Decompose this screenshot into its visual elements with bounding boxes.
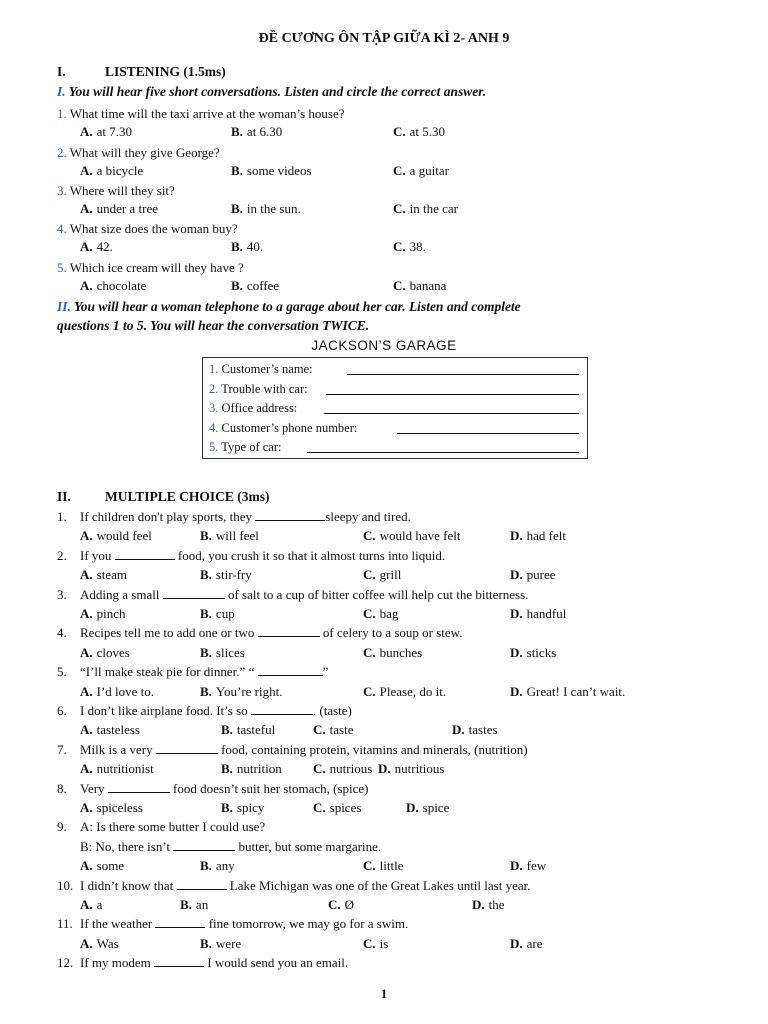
question-text: Which ice cream will they have ? — [69, 260, 244, 275]
question-number: 1. — [57, 106, 67, 121]
mc-question — [57, 703, 352, 719]
question-number: 11. — [57, 916, 73, 932]
option-letter: B. — [231, 239, 243, 254]
option-text: bag — [379, 606, 399, 621]
option-text: puree — [526, 567, 556, 583]
option-letter: B. — [231, 278, 243, 293]
option-letter: C. — [363, 683, 376, 699]
part2-instruction-line2: questions 1 to 5. You will hear the conversation TWICE. — [57, 318, 370, 333]
answer-blank[interactable] — [115, 548, 175, 560]
option-letter: C. — [363, 935, 376, 951]
option-text: banana — [409, 278, 447, 293]
option-letter: C. — [393, 239, 406, 254]
answer-option[interactable] — [80, 201, 158, 217]
answer-option[interactable] — [200, 858, 235, 874]
question-text: “I’ll make steak pie for dinner.” “ — [80, 664, 258, 680]
option-text: pinch — [96, 606, 126, 621]
option-text: at 6.30 — [246, 124, 283, 139]
mc-question — [57, 625, 462, 641]
option-letter: A. — [80, 278, 93, 293]
answer-blank[interactable] — [258, 625, 320, 637]
option-letter: D. — [510, 935, 523, 951]
question-text: B: No, there isn’t — [80, 838, 174, 854]
answer-option[interactable] — [80, 858, 124, 874]
answer-option[interactable] — [80, 761, 154, 777]
option-letter: A. — [80, 163, 93, 178]
answer-option[interactable] — [80, 645, 130, 661]
mc-question — [57, 664, 328, 680]
question-text: If the weather — [80, 916, 156, 932]
part2-instruction-line1: II. You will hear a woman telephone to a garage about her car. Listen and complete — [57, 299, 521, 314]
option-letter: B. — [231, 163, 243, 178]
question-text: If children don't play sports, they — [80, 509, 256, 524]
option-letter: C. — [328, 897, 341, 912]
option-letter: D. — [510, 567, 523, 583]
answer-option[interactable] — [393, 163, 449, 179]
question-text: If my modem — [80, 955, 155, 971]
option-text: spice — [422, 800, 450, 815]
option-text: Great! I can’t wait. — [526, 683, 626, 699]
answer-option[interactable] — [378, 761, 444, 777]
option-letter: A. — [80, 201, 93, 216]
answer-blank[interactable] — [255, 509, 325, 521]
form-row — [209, 401, 297, 416]
answer-option[interactable] — [510, 606, 566, 622]
option-text: few — [526, 858, 547, 874]
option-letter: C. — [313, 800, 326, 815]
answer-option[interactable] — [80, 684, 154, 700]
option-letter: C. — [363, 528, 376, 544]
question-number: 9. — [57, 819, 67, 835]
form-item-number: 2. — [209, 381, 219, 396]
option-text: any — [215, 858, 235, 874]
question-text: I didn’t know that — [80, 877, 177, 893]
option-letter: C. — [363, 606, 376, 621]
answer-blank[interactable] — [108, 781, 170, 793]
option-text: spiceless — [96, 800, 143, 815]
mc-question — [57, 781, 369, 797]
question-number: 2. — [57, 145, 67, 160]
answer-option[interactable] — [80, 936, 119, 952]
question-number: 2. — [57, 547, 67, 563]
mc-question-line2 — [57, 839, 381, 855]
question-text: What will they give George? — [69, 145, 220, 160]
option-text: nutritious — [394, 761, 445, 777]
option-letter: C. — [393, 163, 406, 178]
question-number: 3. — [57, 183, 67, 198]
question-number: 5. — [57, 664, 67, 680]
option-letter: B. — [200, 858, 212, 874]
page-title: ĐỀ CƯƠNG ÔN TẬP GIỮA KÌ 2- ANH 9 — [258, 31, 510, 46]
answer-option[interactable] — [231, 239, 263, 255]
answer-option[interactable] — [510, 528, 566, 544]
option-text: steam — [96, 567, 127, 583]
form-item-number: 5. — [209, 440, 219, 454]
question-text: Milk is a very — [80, 741, 156, 757]
option-text: are — [526, 935, 543, 951]
option-letter: A. — [80, 683, 93, 699]
answer-option[interactable] — [200, 606, 235, 622]
question-text: Adding a small — [80, 586, 163, 602]
answer-option[interactable] — [510, 645, 556, 661]
option-letter: D. — [472, 897, 485, 912]
answer-blank[interactable] — [173, 839, 235, 851]
option-letter: A. — [80, 528, 93, 544]
listening-question — [57, 260, 244, 276]
option-letter: A. — [80, 567, 93, 583]
listening-question — [57, 183, 175, 199]
mc-question — [57, 878, 530, 894]
question-number: 1. — [57, 509, 67, 524]
option-text: little — [379, 858, 404, 874]
answer-option[interactable] — [393, 278, 446, 294]
question-number: 12. — [57, 955, 74, 971]
answer-option[interactable] — [363, 528, 461, 544]
option-text: sticks — [526, 644, 557, 660]
option-letter: A. — [80, 644, 93, 660]
option-text: tasteless — [96, 722, 140, 738]
option-letter: C. — [363, 858, 376, 874]
answer-option[interactable] — [510, 567, 556, 583]
answer-blank[interactable] — [258, 664, 323, 676]
option-letter: C. — [393, 278, 406, 293]
option-letter: B. — [231, 124, 243, 139]
answer-option[interactable] — [393, 239, 426, 255]
option-letter: B. — [180, 897, 192, 912]
option-letter: A. — [80, 761, 93, 777]
option-text: in the car — [409, 201, 459, 216]
option-letter: B. — [200, 683, 212, 699]
option-text: had felt — [526, 528, 566, 544]
option-text: some videos — [246, 163, 312, 178]
option-text: some — [96, 858, 125, 874]
listening-question — [57, 106, 345, 122]
question-text: A: Is there some butter I could use? — [80, 819, 266, 835]
option-letter: D. — [510, 858, 523, 874]
option-letter: C. — [363, 567, 376, 583]
option-text: slices — [215, 644, 245, 660]
answer-option[interactable] — [363, 645, 422, 661]
option-text: 42. — [96, 239, 113, 254]
answer-option[interactable] — [80, 239, 113, 255]
question-number: 4. — [57, 221, 67, 236]
option-text: would have felt — [379, 528, 461, 544]
form-label: Office address: — [221, 401, 298, 415]
option-letter: D. — [452, 722, 465, 738]
form-label: Trouble with car: — [221, 381, 308, 396]
form-item-number: 3. — [209, 401, 219, 415]
option-text: a guitar — [409, 163, 449, 178]
question-text: Lake Michigan was one of the Great Lakes until last year. — [226, 877, 531, 893]
answer-blank[interactable] — [163, 587, 225, 599]
option-letter: A. — [80, 239, 93, 254]
answer-blank[interactable] — [154, 955, 204, 967]
option-text: at 5.30 — [409, 124, 446, 139]
option-text: in the sun. — [246, 201, 301, 216]
answer-option[interactable] — [200, 936, 241, 952]
answer-option[interactable] — [393, 124, 445, 140]
option-letter: D. — [510, 644, 523, 660]
option-text: an — [195, 897, 209, 912]
answer-option[interactable] — [313, 800, 361, 816]
option-text: Was — [96, 935, 119, 951]
answer-option[interactable] — [363, 684, 446, 700]
garage-form-box — [202, 357, 588, 459]
mc-question — [57, 587, 528, 603]
option-letter: B. — [200, 644, 212, 660]
answer-option[interactable] — [80, 897, 102, 913]
question-number: 7. — [57, 741, 67, 757]
mc-question — [57, 955, 348, 971]
option-text: tasteful — [236, 722, 276, 738]
answer-blank[interactable] — [177, 878, 227, 890]
form-answer-line[interactable] — [326, 394, 579, 395]
answer-option[interactable] — [393, 201, 458, 217]
question-text: I would send you an email. — [204, 955, 349, 971]
question-text: Recipes tell me to add one or two — [80, 625, 258, 641]
answer-option[interactable] — [221, 761, 282, 777]
question-text: ” — [322, 664, 329, 680]
form-answer-line[interactable] — [397, 433, 579, 434]
question-text: Where will they sit? — [69, 183, 175, 198]
answer-option[interactable] — [200, 528, 259, 544]
question-text: I don’t like airplane food. It’s so — [80, 703, 251, 718]
mc-question — [57, 742, 528, 758]
form-answer-line[interactable] — [307, 452, 579, 453]
mc-question — [57, 509, 411, 525]
option-text: would feel — [96, 528, 152, 544]
question-text: of celery to a soup or stew. — [319, 625, 463, 641]
option-text: coffee — [246, 278, 280, 293]
answer-option[interactable] — [221, 722, 275, 738]
mc-question — [57, 548, 445, 564]
section-listening-heading: I. LISTENING (1.5ms) — [57, 64, 226, 79]
form-item-number: 4. — [209, 420, 219, 435]
option-text: at 7.30 — [96, 124, 133, 139]
question-number: 3. — [57, 586, 67, 602]
answer-option[interactable] — [80, 163, 143, 179]
option-letter: B. — [221, 800, 233, 815]
option-text: Ø — [344, 897, 355, 912]
option-text: cup — [215, 606, 235, 621]
form-row — [209, 382, 308, 397]
question-text: If you — [80, 547, 115, 563]
option-text: chocolate — [96, 278, 147, 293]
answer-option[interactable] — [452, 722, 498, 738]
option-letter: C. — [363, 644, 376, 660]
option-text: stir-fry — [215, 567, 252, 583]
option-letter: B. — [200, 935, 212, 951]
question-number: 10. — [57, 877, 74, 893]
answer-option[interactable] — [363, 567, 401, 583]
option-text: cloves — [96, 644, 130, 660]
question-text: butter, but some margarine. — [235, 838, 382, 854]
option-letter: A. — [80, 124, 93, 139]
option-letter: C. — [393, 124, 406, 139]
question-text: food, containing protein, vitamins and minerals, (nutrition) — [217, 741, 528, 757]
form-row — [209, 421, 357, 436]
answer-blank[interactable] — [156, 742, 218, 754]
answer-option[interactable] — [406, 800, 449, 816]
option-letter: B. — [200, 528, 212, 544]
answer-option[interactable] — [363, 606, 398, 622]
answer-option[interactable] — [328, 897, 354, 913]
option-text: I’d love to. — [96, 683, 155, 699]
option-letter: A. — [80, 858, 93, 874]
option-letter: A. — [80, 800, 93, 815]
question-text: fine tomorrow, we may go for a swim. — [205, 916, 409, 932]
option-text: nutrition — [236, 761, 282, 777]
answer-option[interactable] — [363, 936, 388, 952]
answer-option[interactable] — [200, 645, 245, 661]
question-text: Very — [80, 780, 108, 796]
form-answer-line[interactable] — [347, 374, 579, 375]
listening-question — [57, 221, 238, 237]
answer-option[interactable] — [510, 936, 543, 952]
answer-blank[interactable] — [155, 916, 205, 928]
garage-title: JACKSON’S GARAGE — [311, 338, 457, 353]
answer-option[interactable] — [80, 567, 127, 583]
option-letter: B. — [231, 201, 243, 216]
option-letter: C. — [313, 761, 326, 777]
option-letter: B. — [221, 761, 233, 777]
part1-instruction: I. You will hear five short conversations. Listen and circle the correct answer. — [57, 84, 487, 99]
option-letter: A. — [80, 722, 93, 738]
question-text: . (taste) — [312, 703, 352, 718]
form-label: Customer’s name: — [221, 362, 313, 376]
option-letter: B. — [200, 567, 212, 583]
answer-option[interactable] — [231, 124, 282, 140]
question-text: of salt to a cup of bitter coffee will help cut the bitterness. — [224, 586, 529, 602]
option-letter: A. — [80, 606, 93, 621]
option-text: is — [379, 935, 389, 951]
question-number: 6. — [57, 703, 67, 718]
option-text: nutrious — [329, 761, 373, 777]
answer-blank[interactable] — [251, 703, 313, 715]
form-label: Customer’s phone number: — [221, 420, 358, 435]
form-label: Type of car: — [221, 440, 282, 454]
answer-option[interactable] — [80, 722, 140, 738]
form-row — [209, 362, 313, 377]
answer-option[interactable] — [200, 567, 252, 583]
option-text: 40. — [246, 239, 264, 254]
option-text: under a tree — [96, 201, 158, 216]
page-number: 1 — [380, 986, 388, 1001]
section-mc-heading: II. MULTIPLE CHOICE (3ms) — [57, 489, 270, 504]
option-text: tastes — [468, 722, 498, 738]
answer-option[interactable] — [313, 722, 353, 738]
mc-question — [57, 916, 408, 932]
form-item-number: 1. — [209, 362, 219, 376]
option-text: spices — [329, 800, 362, 815]
answer-option[interactable] — [231, 163, 312, 179]
option-text: a bicycle — [96, 163, 144, 178]
option-letter: D. — [510, 683, 523, 699]
option-text: bunches — [379, 644, 423, 660]
answer-option[interactable] — [313, 761, 372, 777]
question-text: food doesn’t suit her stomach, (spice) — [169, 780, 369, 796]
option-letter: B. — [200, 606, 212, 621]
answer-option[interactable] — [510, 858, 546, 874]
option-text: 38. — [409, 239, 426, 254]
question-text: food, you crush it so that it almost turns into liquid. — [174, 547, 446, 563]
option-letter: C. — [393, 201, 406, 216]
question-text: What size does the woman buy? — [69, 221, 238, 236]
option-text: You’re right. — [215, 683, 283, 699]
answer-option[interactable] — [231, 278, 279, 294]
answer-option[interactable] — [80, 124, 132, 140]
option-letter: A. — [80, 897, 93, 912]
answer-option[interactable] — [363, 858, 403, 874]
answer-option[interactable] — [80, 278, 146, 294]
question-number: 8. — [57, 780, 67, 796]
option-text: taste — [329, 722, 354, 738]
listening-question — [57, 145, 220, 161]
option-text: handful — [526, 606, 567, 621]
option-letter: C. — [313, 722, 326, 738]
option-text: a — [96, 897, 103, 912]
option-text: nutritionist — [96, 761, 154, 777]
question-number: 5. — [57, 260, 67, 275]
answer-option[interactable] — [80, 800, 143, 816]
answer-option[interactable] — [221, 800, 264, 816]
answer-option[interactable] — [231, 201, 301, 217]
answer-option[interactable] — [80, 528, 152, 544]
answer-option[interactable] — [472, 897, 505, 913]
answer-option[interactable] — [510, 684, 625, 700]
option-text: Please, do it. — [379, 683, 447, 699]
option-text: will feel — [215, 528, 259, 544]
question-number: 4. — [57, 625, 67, 641]
answer-option[interactable] — [180, 897, 208, 913]
option-letter: D. — [378, 761, 391, 777]
option-letter: A. — [80, 935, 93, 951]
form-answer-line[interactable] — [324, 413, 579, 414]
option-letter: D. — [406, 800, 419, 815]
form-row — [209, 440, 282, 455]
option-text: spicy — [236, 800, 265, 815]
question-text: What time will the taxi arrive at the woman’s house? — [69, 106, 345, 121]
mc-question — [57, 819, 265, 835]
question-text: sleepy and tired. — [325, 509, 411, 524]
option-text: grill — [379, 567, 402, 583]
option-letter: D. — [510, 528, 523, 544]
answer-option[interactable] — [80, 606, 126, 622]
option-text: were — [215, 935, 242, 951]
option-text: the — [488, 897, 505, 912]
option-letter: B. — [221, 722, 233, 738]
option-letter: D. — [510, 606, 523, 621]
answer-option[interactable] — [200, 684, 283, 700]
